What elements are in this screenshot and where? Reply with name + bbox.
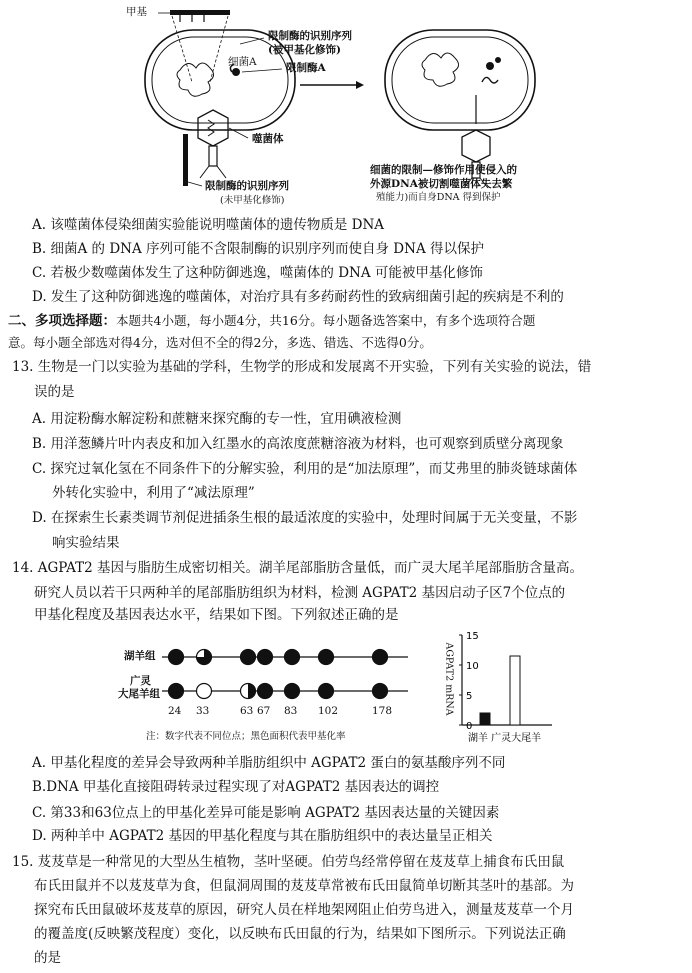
y-tick-label: 15 — [466, 631, 479, 642]
q13-option-c: C. 探究过氧化氢在不同条件下的分解实验，利用的是“加法原理”，而艾弗里的肺炎链球菌体 — [32, 461, 578, 477]
phage-dna-strand — [183, 134, 188, 186]
q13-option-a: A. 用淀粉酶水解淀粉和蔗糖来探究酶的专一性，宜用碘液检测 — [32, 411, 402, 427]
q12-option-d: D. 发生了这种防御逃逸的噬菌体，对治疗具有多药耐药性的致病细菌引起的疾病是不利的 — [32, 289, 564, 305]
q15-stem-3: 探究布氏田鼠破坏芨芨草的原因，研究人员在样地架网阻止伯劳鸟进入，测量芨芨草一个月 — [34, 902, 574, 918]
section2-heading: 二、多项选择题： — [8, 313, 116, 329]
section2-line1 — [8, 312, 535, 330]
position-label: 67 — [257, 705, 271, 717]
methyl-bar — [170, 10, 230, 15]
bottom-label-2: (未甲基化修饰) — [220, 195, 285, 206]
cut-dna-fragments — [482, 77, 498, 83]
q15-stem-2: 布氏田鼠并不以芨芨草为食，但鼠洞周围的芨芨草常被布氏田鼠简单切断其茎叶的基部。为 — [34, 878, 574, 894]
q12-option-b: B. 细菌A 的 DNA 序列可能不含限制酶的识别序列而使自身 DNA 得以保护 — [32, 241, 484, 257]
row2-label-2: 大尾羊组 — [118, 688, 160, 700]
methylation-site-row2-67 — [258, 684, 273, 699]
section2-text-1: 本题共4小题，每小题4分，共16分。每小题备选答案中，有多个选项符合题 — [116, 313, 536, 328]
methylation-site-row2-178 — [373, 684, 388, 699]
methylation-site-row1-83 — [285, 650, 300, 665]
category-labels: 湖羊 广灵大尾羊 — [468, 733, 542, 744]
q15-stem-1: 15. 芨芨草是一种常见的大型丛生植物，茎叶坚硬。伯劳鸟经常停留在芨芨草上捕食布氏田鼠 — [12, 854, 565, 870]
q14-stem-2: 研究人员以若干只两种羊的尾部脂肪组织为材料，检测 AGPAT2 基因启动子区7个位点的 — [34, 585, 566, 601]
y-tick-label: 0 — [466, 721, 473, 732]
q13-stem-1: 13. 生物是一门以实验为基础的学科，生物学的形成和发展离不开实验，下列有关实验的说法，错 — [12, 359, 592, 375]
right-caption-3: 殖能力)而自身DNA 得到保护 — [376, 192, 501, 203]
q14-stem-3: 甲基化程度及基因表达水平，结果如下图。下列叙述正确的是 — [34, 607, 399, 623]
bar-2 — [510, 656, 520, 725]
methylation-site-row2-102 — [319, 684, 334, 699]
methylation-site-row2-83 — [285, 684, 300, 699]
dna-right — [422, 53, 459, 86]
q14-stem-1: 14. AGPAT2 基因与脂肪生成密切相关。湖羊尾部脂肪含量低，而广灵大尾羊尾部脂肪含量高。 — [12, 560, 584, 576]
bar-1 — [480, 713, 490, 725]
methylation-site-row1-178 — [373, 650, 388, 665]
position-label: 63 — [240, 705, 254, 717]
position-label: 33 — [196, 705, 210, 717]
cell-label: 细菌A — [228, 56, 257, 68]
q15-stem-5: 的是 — [34, 950, 61, 966]
restriction-enzyme-left — [232, 68, 240, 76]
q14-option-c: C. 第33和63位点上的甲基化差异可能是影响 AGPAT2 基因表达量的关键因素 — [32, 805, 500, 821]
phage-head-right — [462, 130, 490, 162]
expression-bar-chart — [432, 625, 562, 750]
section2-line2: 意。每小题全部选对得4分，选对但不全的得2分，多选、错选、不选得0分。 — [8, 335, 432, 350]
q15-stem-4: 的覆盖度(反映繁茂程度）变化，以反映布氏田鼠的行为，结果如下图所示。下列说法正确 — [34, 926, 566, 942]
methylation-site-row1-67 — [258, 650, 273, 665]
bacterium-right-inner — [392, 37, 528, 123]
y-tick-label: 5 — [466, 691, 473, 702]
enzyme-label: 限制酶A — [286, 62, 326, 74]
q13-option-b: B. 用洋葱鳞片叶内表皮和加入红墨水的高浓度蔗糖溶液为材料，也可观察到质壁分离现象 — [32, 436, 564, 452]
q13-option-d-cont: 响实验结果 — [52, 535, 120, 551]
site-label-1: 限制酶的识别序列 — [268, 30, 352, 42]
methylation-note: 注：数字代表不同位点；黑色面积代表甲基化率 — [146, 731, 346, 742]
phage-label: 噬菌体 — [252, 133, 284, 145]
y-tick-label: 10 — [466, 661, 479, 672]
position-label: 102 — [318, 705, 339, 717]
bacterium-right — [385, 30, 535, 130]
q12-option-c: C. 若极少数噬菌体发生了这种防御逃逸，噬菌体的 DNA 可能被甲基化修饰 — [32, 265, 483, 281]
methylation-site-row2-24 — [169, 684, 184, 699]
phage-tail — [209, 146, 217, 166]
methylation-site-row1-102 — [319, 650, 334, 665]
dna-left — [177, 63, 214, 96]
right-caption-2: 外源DNA被切割噬菌体失去繁 — [370, 178, 513, 190]
right-caption-1: 细菌的限制—修饰作用使侵入的 — [370, 164, 517, 176]
site-label-2: (被甲基化修饰) — [268, 44, 341, 56]
q14-option-a: A. 甲基化程度的差异会导致两种羊脂肪组织中 AGPAT2 蛋白的氨基酸序列不同 — [32, 755, 506, 771]
methylation-site-row2-33 — [197, 684, 212, 699]
row2-label-1: 广灵 — [130, 675, 151, 687]
q13-stem-2: 误的是 — [34, 384, 75, 400]
methylation-site-row1-63 — [241, 650, 256, 665]
figure-phage-restriction — [0, 0, 692, 215]
position-label: 178 — [372, 705, 393, 717]
methyl-arrows — [180, 15, 204, 22]
methylation-site-row1-24 — [169, 650, 184, 665]
q13-option-d: D. 在探索生长素类调节剂促进插条生根的最适浓度的实验中，处理时间属于无关变量，不影 — [32, 510, 578, 526]
methylation-diagram — [110, 625, 430, 750]
bottom-label-1: 限制酶的识别序列 — [205, 180, 289, 192]
position-label: 24 — [168, 705, 182, 717]
position-label: 83 — [284, 705, 298, 717]
phage-head — [198, 110, 228, 146]
methylation-partial-fill — [248, 684, 256, 699]
q14-option-d: D. 两种羊中 AGPAT2 基因的甲基化程度与其在脂肪组织中的表达量呈正相关 — [32, 828, 493, 844]
q13-option-c-cont: 外转化实验中，利用了“减法原理” — [52, 485, 255, 501]
q12-option-a: A. 该噬菌体侵染细菌实验能说明噬菌体的遗传物质是 DNA — [32, 217, 385, 233]
q14-option-b: B.DNA 甲基化直接阻碍转录过程实现了对AGPAT2 基因表达的调控 — [32, 779, 440, 795]
row1-label: 湖羊组 — [124, 650, 156, 662]
bar-ylabel: AGPAT2 mRNA — [443, 642, 455, 716]
methyl-label: 甲基 — [126, 6, 147, 18]
